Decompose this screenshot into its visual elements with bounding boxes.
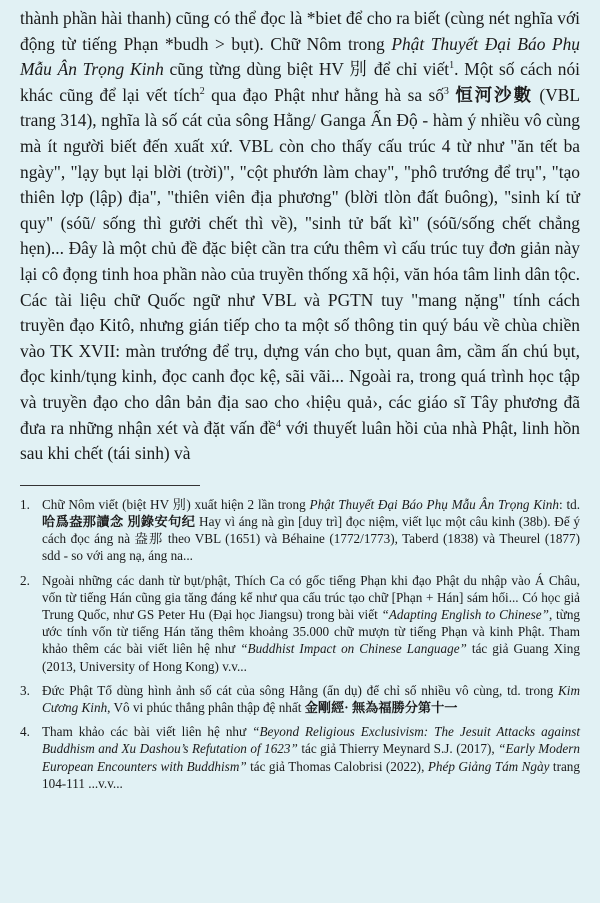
footnote-text: Hay vì áng nà gìn [duy trì] đọc niệm, viết lục một câu kinh (38b). Để ý cách đọc áng nà 盎那 theo VBL (1651) và Béhaine (1772/1773), Taberd (1838) và Theurel (1877) sdd - so với ang nạ, áng na...: [42, 513, 580, 564]
footnote-text: Ngoài những các danh từ bụt/phật, Thích Ca có gốc tiếng Phạn khi đạo Phật du nhập vào Á Châu, vốn từ tiếng Hán cũng gia tăng đáng kể như qua cấu trúc tạo chữ [Phạn + Hán] sám hối... Có học giả Trung Quốc, như GS Peter Hu (Đại học Jiangsu) trong bài viết: [42, 572, 580, 622]
footnote-text: trang 104-111 ...v.v...: [42, 758, 580, 791]
footnote-number: 3.: [20, 682, 30, 698]
footnote-italic: Kim Cương Kinh: [42, 682, 580, 715]
footnote-number: 2.: [20, 572, 30, 588]
footnote-4: [20, 723, 580, 792]
footnote-divider: [20, 485, 200, 486]
footnote-ref-2[interactable]: 2: [199, 85, 205, 97]
footnote-text: , Vô vi phúc thắng phân thập đệ nhất: [107, 699, 305, 715]
footnote-italic: Phép Giảng Tám Ngày: [427, 758, 550, 774]
text-run: thành phần hài thanh) cũng có thể đọc là *biet để cho ra biết (cùng nét nghĩa với động từ tiếng Phạn *budh > bụt). Chữ Nôm trong: [20, 8, 580, 54]
main-paragraph: [20, 6, 580, 467]
footnote-italic: “Beyond Religious Exclusivism: The Jesuit Attacks against Buddhism and Xu Dashou’s Refutation of 1623”: [42, 724, 580, 757]
italic-title: Phật Thuyết Đại Báo Phụ Mẫu Ân Trọng Kinh: [20, 33, 580, 80]
footnote-2: [20, 572, 580, 675]
footnote-italic: “Adapting English to Chinese”: [381, 606, 549, 622]
footnote-italic: “Early Modern European Encounters with Buddhism”: [42, 741, 580, 774]
footnote-text: tác giả Thomas Calobrisi (2022),: [246, 758, 428, 774]
footnote-text: , từng ước tính vốn từ tiếng Hán tăng thêm khoảng 35.000 chữ mượn từ tiếng Phạn và kinh Phật. Tham khảo thêm các bài viết liên hệ như: [42, 606, 581, 657]
footnote-bold-han: 哈爲盎那讀念 別錄安句纪: [42, 513, 196, 529]
footnotes: [20, 496, 580, 792]
footnote-3: [20, 682, 580, 716]
footnote-text: Đức Phật Tổ dùng hình ảnh số cát của sông Hằng (ẩn dụ) để chỉ số nhiều vô cùng, td. trong: [42, 682, 559, 698]
footnote-text: Chữ Nôm viết (biệt HV 別) xuất hiện 2 lần trong: [42, 496, 310, 512]
text-run: (VBL trang 314), nghĩa là số cát của sông Hằng/ Ganga Ấn Độ - hàm ý nhiều vô cùng mà ít người biết đến xuất xứ. VBL còn cho thấy cấu trúc 4 từ như "ăn tết ba ngày", "lạy bụt lại blời (trời)", "cột phướn làm chay", "phô trướng để trụ", "tạo thiên lợp (lập) địa", "thiên viên địa phương" (blời tlòn đất ɓuông), "sinh kí tử quy" (sóũ/ sống thì gưởi chết thì về), "sinh tử bất kì" (sóũ/sống chết chẳng hẹn)... Đây là một chủ đề đặc biệt cần tra cứu thêm vì cấu trúc tuy đơn giản này lại cô đọng tinh hoa phần nào của truyền thống xã hội, văn hóa tâm linh dân tộc. Các tài liệu chữ Quốc ngữ như VBL và PGTN tuy "mang nặng" tính cách truyền đạo Kitô, nhưng gián tiếp cho ta một số thông tin quý báu về chùa chiền vào TK XVII: màn trướng để trụ, dựng ván cho bụt, quan âm, cầm ấn chú bụt, đọc kinh/tụng kinh, đọc canh đọc kệ, sãi vãi... Ngoài ra, trong quá trình học tập và truyền đạo cho dân bản địa sao cho ‹hiệu quả›, các giáo sĩ Tây phương đã đưa ra những nhận xét và đặt vấn đề: [20, 84, 580, 438]
footnote-ref-4[interactable]: 4: [276, 418, 281, 430]
text-run: cũng từng dùng biệt HV 別 để chỉ viết: [163, 59, 450, 80]
footnote-1: [20, 496, 580, 565]
footnote-number: 4.: [20, 724, 30, 740]
footnote-text: tác giả Guang Xing (2013, University of Hong Kong) v.v...: [42, 641, 580, 674]
footnote-bold-han: 金剛經· 無為福勝分第十一: [304, 699, 458, 715]
text-run: . Một số cách nói khác cũng để lại vết tích: [20, 59, 580, 105]
footnote-italic: Phật Thuyết Đại Báo Phụ Mẫu Ân Trọng Kinh: [309, 496, 559, 512]
footnote-text: Tham khảo các bài viết liên hệ như: [42, 724, 253, 740]
footnote-italic: “Buddhist Impact on Chinese Language”: [240, 641, 467, 657]
text-run: qua đạo Phật như hằng hà sa số: [204, 84, 444, 105]
footnote-text: tác giả Thierry Meynard S.J. (2017),: [297, 741, 499, 757]
footnote-text: : td.: [558, 496, 581, 512]
text-run: với thuyết luân hồi của nhà Phật, linh hồn sau khi chết (tái sinh) và: [20, 417, 580, 464]
footnote-ref-3[interactable]: 3: [443, 85, 449, 97]
main-text: [20, 6, 580, 467]
bold-han-characters: 恒河沙數: [448, 84, 534, 105]
footnote-ref-1[interactable]: 1: [449, 60, 455, 72]
footnote-number: 1.: [20, 496, 30, 512]
